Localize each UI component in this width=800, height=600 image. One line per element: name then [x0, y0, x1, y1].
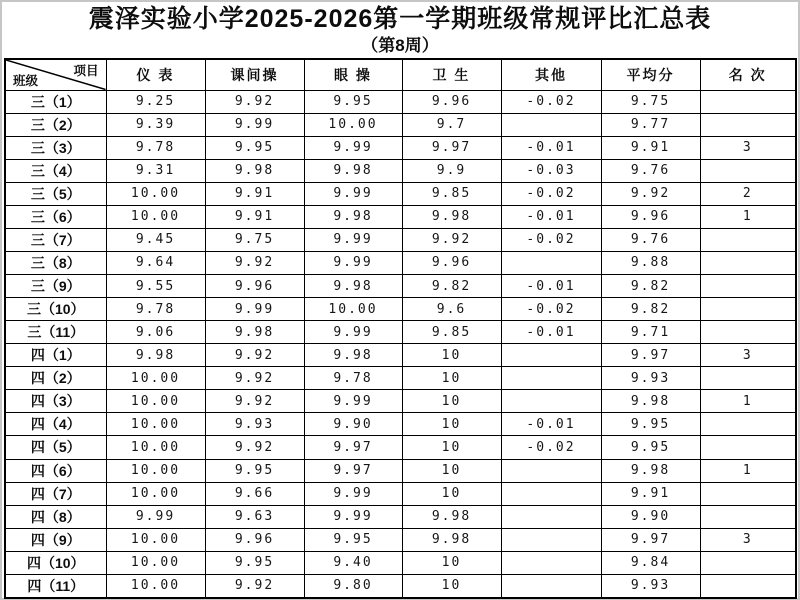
class-label: 四（9） — [5, 528, 106, 551]
cell-other — [501, 390, 601, 413]
table-row — [5, 459, 796, 482]
corner-label-item: 项目 — [73, 64, 99, 78]
class-label: 三（6） — [5, 205, 106, 228]
cell-rank — [700, 251, 796, 274]
cell-other — [501, 574, 601, 598]
cell-average: 9.95 — [601, 436, 700, 459]
cell-rank: 3 — [700, 528, 796, 551]
table-row — [5, 251, 796, 274]
cell-appearance: 9.45 — [106, 228, 205, 251]
table-row — [5, 298, 796, 321]
cell-appearance: 10.00 — [106, 459, 205, 482]
table-row — [5, 436, 796, 459]
cell-appearance: 9.78 — [106, 136, 205, 159]
cell-hygiene: 9.7 — [402, 113, 501, 136]
class-label: 三（3） — [5, 136, 106, 159]
table-row — [5, 528, 796, 551]
class-label: 四（11） — [5, 574, 106, 598]
cell-eye-exercise: 9.99 — [304, 390, 402, 413]
cell-hygiene: 10 — [402, 482, 501, 505]
table-row — [5, 113, 796, 136]
cell-recess: 9.63 — [205, 505, 304, 528]
cell-appearance: 10.00 — [106, 390, 205, 413]
cell-appearance: 10.00 — [106, 482, 205, 505]
cell-hygiene: 10 — [402, 551, 501, 574]
cell-appearance: 10.00 — [106, 551, 205, 574]
cell-average: 9.91 — [601, 482, 700, 505]
cell-rank: 1 — [700, 459, 796, 482]
cell-average: 9.97 — [601, 344, 700, 367]
class-label: 四（8） — [5, 505, 106, 528]
cell-recess: 9.92 — [205, 90, 304, 113]
table-row — [5, 390, 796, 413]
cell-appearance: 9.06 — [106, 321, 205, 344]
cell-eye-exercise: 9.98 — [304, 205, 402, 228]
cell-eye-exercise: 9.98 — [304, 275, 402, 298]
cell-eye-exercise: 9.80 — [304, 574, 402, 598]
cell-appearance: 9.25 — [106, 90, 205, 113]
cell-recess: 9.92 — [205, 344, 304, 367]
cell-average: 9.98 — [601, 390, 700, 413]
cell-hygiene: 9.9 — [402, 159, 501, 182]
col-header-eye-exercise: 眼 操 — [304, 59, 402, 90]
cell-eye-exercise: 9.95 — [304, 90, 402, 113]
cell-hygiene: 10 — [402, 574, 501, 598]
class-label: 四（1） — [5, 344, 106, 367]
cell-eye-exercise: 9.97 — [304, 459, 402, 482]
cell-other — [501, 528, 601, 551]
class-label: 三（10） — [5, 298, 106, 321]
cell-hygiene: 10 — [402, 459, 501, 482]
class-label: 三（9） — [5, 275, 106, 298]
cell-hygiene: 9.85 — [402, 182, 501, 205]
cell-rank — [700, 551, 796, 574]
cell-hygiene: 9.6 — [402, 298, 501, 321]
class-label: 四（10） — [5, 551, 106, 574]
cell-other — [501, 482, 601, 505]
cell-recess: 9.93 — [205, 413, 304, 436]
cell-hygiene: 10 — [402, 344, 501, 367]
table-row — [5, 321, 796, 344]
cell-appearance: 10.00 — [106, 436, 205, 459]
cell-average: 9.76 — [601, 228, 700, 251]
table-row — [5, 275, 796, 298]
cell-rank — [700, 574, 796, 598]
cell-recess: 9.96 — [205, 275, 304, 298]
cell-other: -0.01 — [501, 136, 601, 159]
col-header-recess-exercise: 课间操 — [205, 59, 304, 90]
cell-recess: 9.92 — [205, 251, 304, 274]
cell-average: 9.75 — [601, 90, 700, 113]
cell-average: 9.92 — [601, 182, 700, 205]
table-row — [5, 205, 796, 228]
class-label: 四（3） — [5, 390, 106, 413]
cell-average: 9.91 — [601, 136, 700, 159]
cell-other: -0.01 — [501, 205, 601, 228]
cell-eye-exercise: 9.78 — [304, 367, 402, 390]
cell-other — [501, 505, 601, 528]
cell-average: 9.71 — [601, 321, 700, 344]
cell-other: -0.02 — [501, 298, 601, 321]
cell-hygiene: 10 — [402, 436, 501, 459]
class-label: 三（4） — [5, 159, 106, 182]
cell-other: -0.01 — [501, 275, 601, 298]
cell-appearance: 10.00 — [106, 205, 205, 228]
cell-other: -0.02 — [501, 228, 601, 251]
header-row — [5, 59, 796, 90]
cell-other: -0.02 — [501, 90, 601, 113]
table-row — [5, 344, 796, 367]
cell-hygiene: 9.96 — [402, 90, 501, 113]
cell-average: 9.77 — [601, 113, 700, 136]
cell-appearance: 9.31 — [106, 159, 205, 182]
cell-recess: 9.66 — [205, 482, 304, 505]
class-label: 四（2） — [5, 367, 106, 390]
cell-recess: 9.92 — [205, 390, 304, 413]
table-row — [5, 228, 796, 251]
cell-other — [501, 459, 601, 482]
cell-rank — [700, 113, 796, 136]
cell-hygiene: 10 — [402, 413, 501, 436]
cell-eye-exercise: 9.99 — [304, 136, 402, 159]
page-title: 震泽实验小学2025-2026第一学期班级常规评比汇总表 — [88, 5, 712, 33]
cell-rank — [700, 90, 796, 113]
cell-appearance: 10.00 — [106, 574, 205, 598]
cell-recess: 9.92 — [205, 367, 304, 390]
cell-eye-exercise: 9.99 — [304, 182, 402, 205]
cell-hygiene: 9.96 — [402, 251, 501, 274]
cell-hygiene: 9.85 — [402, 321, 501, 344]
cell-hygiene: 10 — [402, 390, 501, 413]
cell-appearance: 10.00 — [106, 528, 205, 551]
cell-appearance: 10.00 — [106, 367, 205, 390]
cell-eye-exercise: 9.90 — [304, 413, 402, 436]
cell-recess: 9.95 — [205, 459, 304, 482]
cell-recess: 9.92 — [205, 574, 304, 598]
col-header-hygiene: 卫 生 — [402, 59, 501, 90]
table-row — [5, 182, 796, 205]
col-header-rank: 名 次 — [700, 59, 796, 90]
cell-appearance: 9.64 — [106, 251, 205, 274]
cell-appearance: 9.78 — [106, 298, 205, 321]
cell-appearance: 9.39 — [106, 113, 205, 136]
cell-rank: 2 — [700, 182, 796, 205]
page-subtitle: （第8周） — [361, 36, 439, 55]
cell-other: -0.01 — [501, 413, 601, 436]
cell-recess: 9.95 — [205, 551, 304, 574]
cell-other — [501, 113, 601, 136]
cell-rank — [700, 413, 796, 436]
cell-eye-exercise: 9.99 — [304, 251, 402, 274]
cell-eye-exercise: 10.00 — [304, 113, 402, 136]
cell-rank: 1 — [700, 390, 796, 413]
cell-eye-exercise: 9.99 — [304, 482, 402, 505]
cell-average: 9.90 — [601, 505, 700, 528]
class-label: 三（8） — [5, 251, 106, 274]
cell-hygiene: 9.98 — [402, 205, 501, 228]
class-label: 三（5） — [5, 182, 106, 205]
cell-hygiene: 9.82 — [402, 275, 501, 298]
cell-average: 9.76 — [601, 159, 700, 182]
cell-recess: 9.98 — [205, 159, 304, 182]
cell-average: 9.82 — [601, 298, 700, 321]
cell-other — [501, 251, 601, 274]
table-row — [5, 136, 796, 159]
cell-rank — [700, 505, 796, 528]
evaluation-summary-table — [4, 58, 797, 599]
class-label: 四（4） — [5, 413, 106, 436]
cell-appearance: 9.98 — [106, 344, 205, 367]
cell-rank — [700, 367, 796, 390]
cell-recess: 9.96 — [205, 528, 304, 551]
cell-average: 9.95 — [601, 413, 700, 436]
cell-recess: 9.95 — [205, 136, 304, 159]
cell-recess: 9.99 — [205, 298, 304, 321]
cell-average: 9.93 — [601, 367, 700, 390]
cell-rank — [700, 298, 796, 321]
class-label: 三（2） — [5, 113, 106, 136]
col-header-average-score: 平均分 — [601, 59, 700, 90]
cell-other: -0.01 — [501, 321, 601, 344]
class-label: 三（11） — [5, 321, 106, 344]
corner-label-class: 班级 — [13, 73, 39, 88]
cell-recess: 9.91 — [205, 182, 304, 205]
cell-average: 9.82 — [601, 275, 700, 298]
cell-average: 9.93 — [601, 574, 700, 598]
table-row — [5, 90, 796, 113]
class-label: 四（6） — [5, 459, 106, 482]
class-label: 四（7） — [5, 482, 106, 505]
cell-average: 9.96 — [601, 205, 700, 228]
cell-rank: 3 — [700, 344, 796, 367]
cell-average: 9.98 — [601, 459, 700, 482]
cell-eye-exercise: 9.99 — [304, 228, 402, 251]
cell-hygiene: 10 — [402, 367, 501, 390]
class-label: 三（7） — [5, 228, 106, 251]
cell-rank — [700, 228, 796, 251]
cell-rank — [700, 275, 796, 298]
cell-eye-exercise: 9.99 — [304, 505, 402, 528]
corner-cell — [5, 59, 106, 90]
table-row — [5, 413, 796, 436]
cell-eye-exercise: 9.97 — [304, 436, 402, 459]
cell-eye-exercise: 9.98 — [304, 159, 402, 182]
cell-rank — [700, 482, 796, 505]
cell-recess: 9.99 — [205, 113, 304, 136]
table-row — [5, 551, 796, 574]
cell-rank — [700, 159, 796, 182]
table-row — [5, 159, 796, 182]
cell-other: -0.03 — [501, 159, 601, 182]
class-label: 四（5） — [5, 436, 106, 459]
cell-rank: 1 — [700, 205, 796, 228]
col-header-other: 其他 — [501, 59, 601, 90]
cell-hygiene: 9.92 — [402, 228, 501, 251]
cell-recess: 9.92 — [205, 436, 304, 459]
cell-rank — [700, 321, 796, 344]
cell-eye-exercise: 10.00 — [304, 298, 402, 321]
cell-other — [501, 344, 601, 367]
table-row — [5, 482, 796, 505]
cell-hygiene: 9.98 — [402, 505, 501, 528]
cell-eye-exercise: 9.98 — [304, 344, 402, 367]
cell-other: -0.02 — [501, 182, 601, 205]
cell-appearance: 9.99 — [106, 505, 205, 528]
table-row — [5, 367, 796, 390]
cell-eye-exercise: 9.95 — [304, 528, 402, 551]
cell-hygiene: 9.97 — [402, 136, 501, 159]
cell-average: 9.84 — [601, 551, 700, 574]
cell-appearance: 10.00 — [106, 182, 205, 205]
table-row — [5, 505, 796, 528]
cell-eye-exercise: 9.40 — [304, 551, 402, 574]
cell-recess: 9.98 — [205, 321, 304, 344]
cell-appearance: 9.55 — [106, 275, 205, 298]
cell-other: -0.02 — [501, 436, 601, 459]
cell-appearance: 10.00 — [106, 413, 205, 436]
cell-rank: 3 — [700, 136, 796, 159]
cell-average: 9.97 — [601, 528, 700, 551]
class-label: 三（1） — [5, 90, 106, 113]
col-header-appearance: 仪 表 — [106, 59, 205, 90]
cell-rank — [700, 436, 796, 459]
cell-other — [501, 367, 601, 390]
cell-recess: 9.91 — [205, 205, 304, 228]
cell-other — [501, 551, 601, 574]
table-row — [5, 574, 796, 598]
cell-eye-exercise: 9.99 — [304, 321, 402, 344]
cell-recess: 9.75 — [205, 228, 304, 251]
cell-hygiene: 9.98 — [402, 528, 501, 551]
cell-average: 9.88 — [601, 251, 700, 274]
